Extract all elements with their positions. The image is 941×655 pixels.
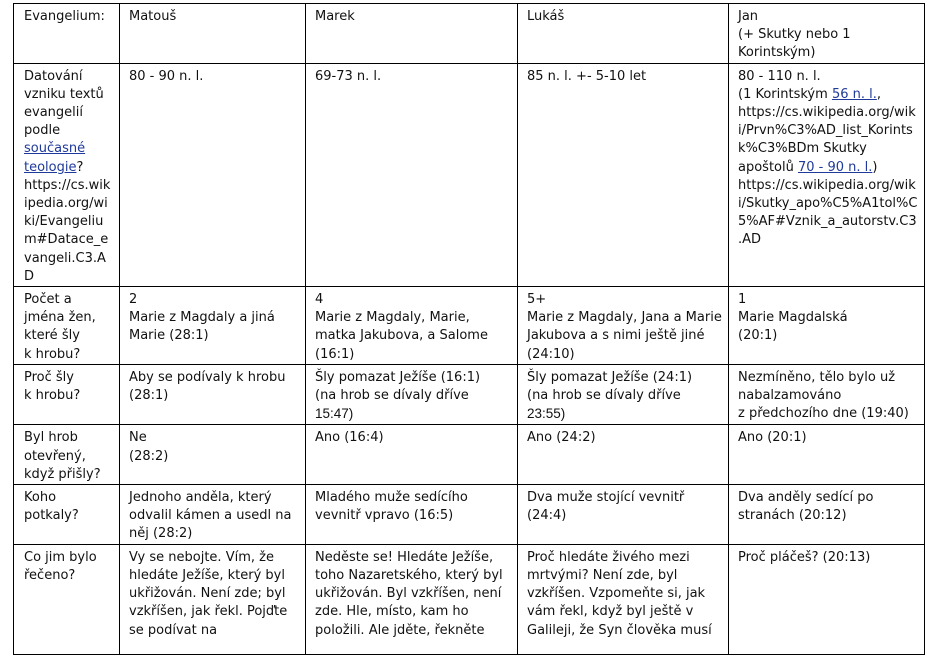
tomb-matous-cell: Ne (28:2): [120, 425, 306, 485]
dating-label-cell: [14, 63, 120, 286]
tomb-marek-cell: Ano (16:4): [306, 425, 518, 485]
dating-jan-url-2: ) https://cs.wikipedia.org/wiki/Skutky_apo%C5%A1tol%C5%AF#Vznik_a_autorstv.C3.AD: [738, 159, 918, 248]
acts-date-link[interactable]: 70 - 90 n. l.: [797, 159, 873, 175]
purpose-label-cell: Proč šly k hrobu?: [14, 364, 120, 425]
purpose-lukas-cell: [518, 364, 729, 425]
table-row-met: [14, 485, 925, 545]
met-marek-cell: Mladého muže sedícího vevnitř vpravo (16:5): [306, 485, 518, 545]
header-label-cell: Evangelium:: [14, 4, 120, 64]
header-matous-cell: Matouš: [120, 4, 306, 64]
gospel-comparison-table: [13, 3, 925, 655]
dating-marek-cell: 69-73 n. l.: [306, 63, 518, 286]
table-row-header: [14, 4, 925, 64]
dating-jan-text: 80 - 110 n. l. (1 Korintským: [738, 68, 828, 102]
women-label-cell: Počet a jména žen, které šly k hrobu?: [14, 287, 120, 365]
table-row-tomb: [14, 425, 925, 485]
said-matous-cell: Vy se nebojte. Vím, že hledáte Ježíše, který byl ukřižován. Není zde; byl vzkříšen, jak řekl. Pojďte se podívat na: [120, 544, 306, 654]
women-marek-cell: 4 Marie z Magdaly, Marie, matka Jakubova, a Salome (16:1): [306, 287, 518, 365]
said-jan-cell: Proč pláčeš? (20:13): [729, 544, 925, 654]
table-row-dating: [14, 63, 925, 286]
table-row-women: [14, 287, 925, 365]
tomb-lukas-cell: Ano (24:2): [518, 425, 729, 485]
purpose-jan-cell: Nezmíněno, tělo bylo už nabalzamováno z předchozího dne (19:40): [729, 364, 925, 425]
contemporary-theology-link[interactable]: současné teologie: [24, 141, 86, 175]
purpose-matous-cell: Aby se podívaly k hrobu (28:1): [120, 364, 306, 425]
said-lukas-cell: Proč hledáte živého mezi mrtvými? Není zde, byl vzkříšen. Vzpomeňte si, jak vám řekl, když byl ještě v Galileji, že Syn člověka musí: [518, 544, 729, 654]
dating-label-text: Datování vzniku textů evangelií podle: [24, 68, 104, 139]
dating-jan-cell: [729, 63, 925, 286]
table-row-said: [14, 544, 925, 654]
tomb-label-cell: Byl hrob otevřený, když přišly?: [14, 425, 120, 485]
women-matous-cell: 2 Marie z Magdaly a jiná Marie (28:1): [120, 287, 306, 365]
met-lukas-cell: Dva muže stojící vevnitř (24:4): [518, 485, 729, 545]
met-jan-cell: Dva anděly sedící po stranách (20:12): [729, 485, 925, 545]
women-jan-cell: 1 Marie Magdalská (20:1): [729, 287, 925, 365]
header-jan-cell: Jan (+ Skutky nebo 1 Korintským): [729, 4, 925, 64]
purpose-lukas-ref: 23:55): [527, 406, 566, 422]
dating-matous-cell: 80 - 90 n. l.: [120, 63, 306, 286]
said-marek-cell: Neděste se! Hledáte Ježíše, toho Nazaretského, který byl ukřižován. Byl vzkříšen, není zde. Hle, místo, kam ho položili. Ale jděte, řekněte: [306, 544, 518, 654]
purpose-marek-cell: [306, 364, 518, 425]
purpose-marek-ref: 15:47): [315, 406, 354, 422]
met-matous-cell: Jednoho anděla, který odvalil kámen a usedl na něj (28:2): [120, 485, 306, 545]
women-lukas-cell: 5+ Marie z Magdaly, Jana a Marie Jakubova a s nimi ještě jiné (24:10): [518, 287, 729, 365]
header-lukas-cell: Lukáš: [518, 4, 729, 64]
dating-jan-url: , https://cs.wikipedia.org/wiki/Prvn%C3%AD_list_Korintsk%C3%BDm Skutky apoštolů: [738, 86, 916, 175]
corinthians-date-link[interactable]: 56 n. l.: [831, 86, 877, 102]
tomb-jan-cell: Ano (20:1): [729, 425, 925, 485]
dating-label-url: ? https://cs.wikipedia.org/wiki/Evangelium#Datace_evangeli.C3.AD: [24, 159, 111, 284]
dating-lukas-cell: 85 n. l. +- 5-10 let: [518, 63, 729, 286]
purpose-lukas-text: Šly pomazat Ježíše (24:1) (na hrob se dívaly dříve: [527, 369, 693, 404]
header-marek-cell: Marek: [306, 4, 518, 64]
purpose-marek-text: Šly pomazat Ježíše (16:1) (na hrob se dívaly dříve: [315, 369, 481, 404]
said-label-cell: Co jim bylo řečeno?: [14, 544, 120, 654]
met-label-cell: Koho potkaly?: [14, 485, 120, 545]
table-row-purpose: [14, 364, 925, 425]
